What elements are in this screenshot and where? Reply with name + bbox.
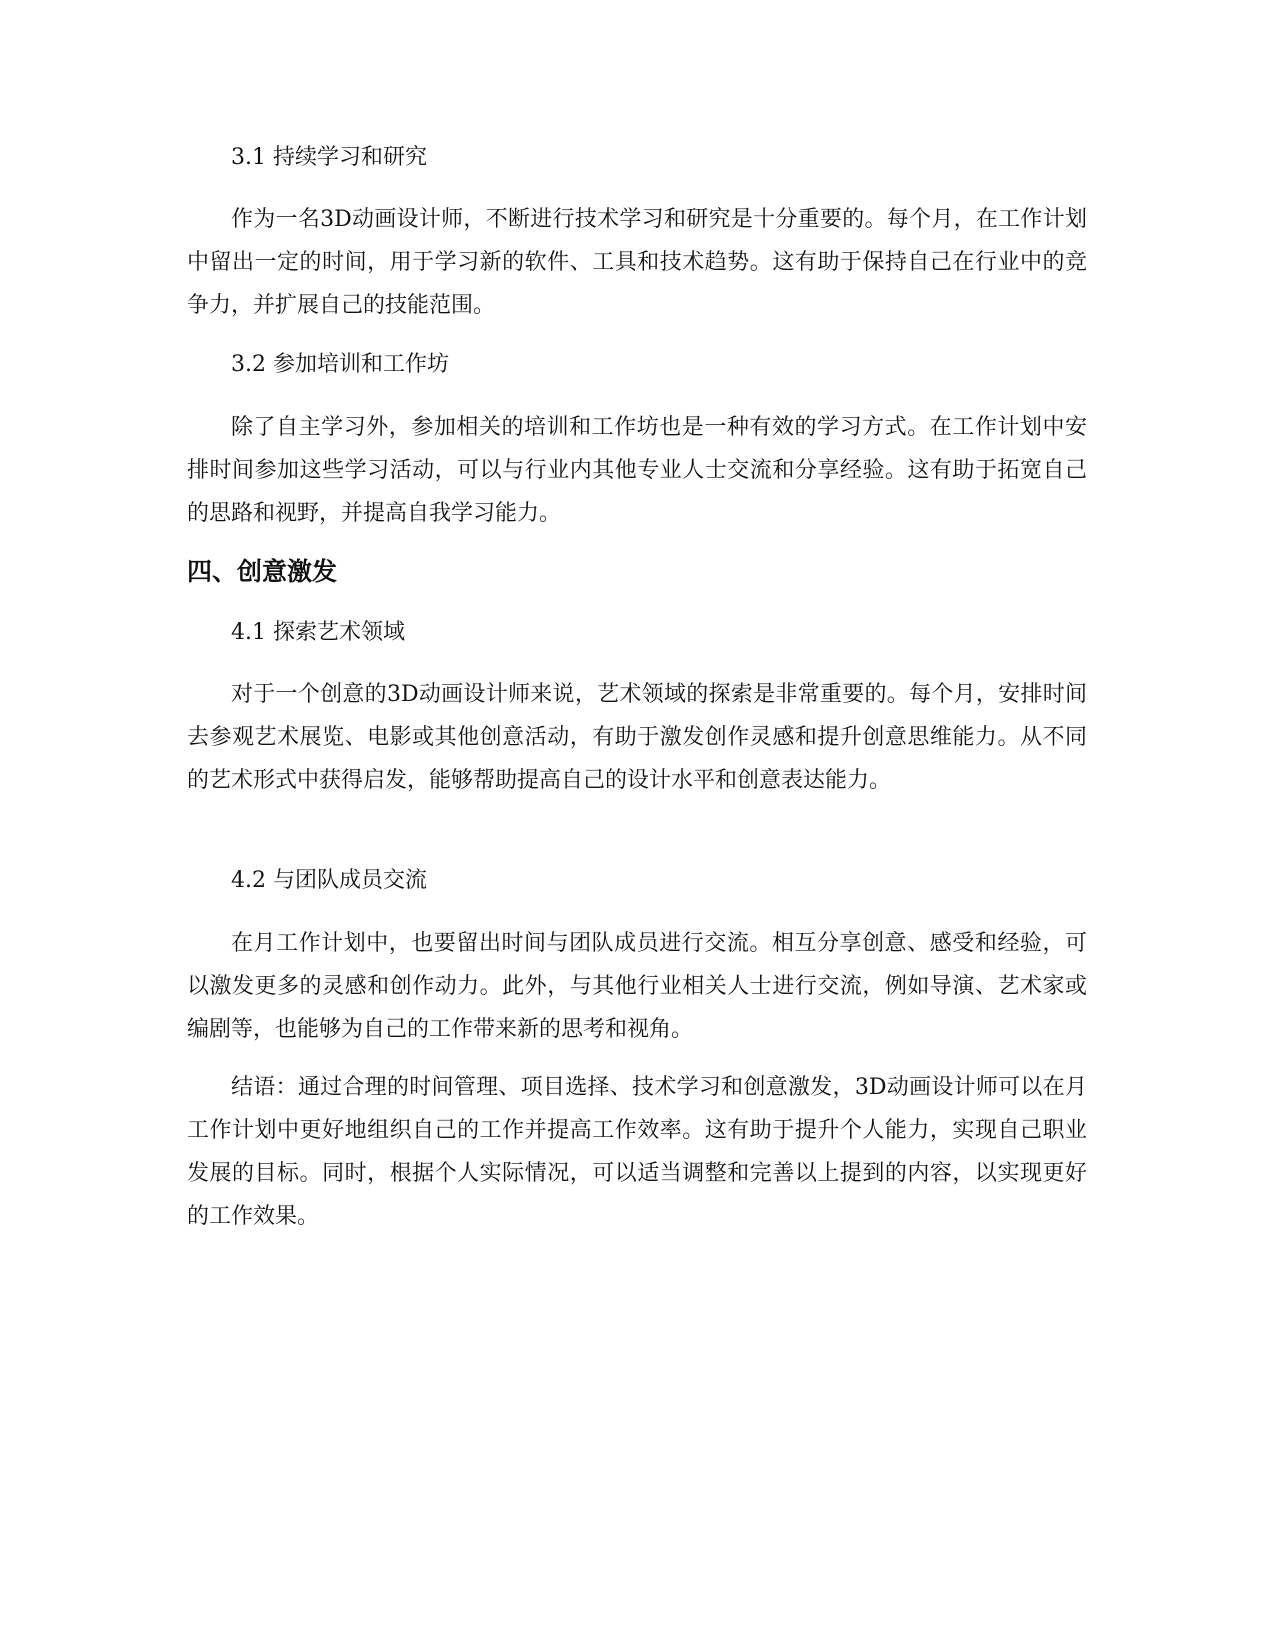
- subsection-title-4-2: 4.2 与团队成员交流: [231, 868, 427, 893]
- paragraph-3-1: 作为一名3D动画设计师，不断进行技术学习和研究是十分重要的。每个月，在工作计划中留出一定的时间，用于学习新的软件、工具和技术趋势。这有助于保持自己在行业中的竞争力，并扩展自己的技能范围。: [187, 207, 1087, 318]
- conclusion-paragraph: 结语：通过合理的时间管理、项目选择、技术学习和创意激发，3D动画设计师可以在月工作计划中更好地组织自己的工作并提高工作效率。这有助于提升个人能力，实现自己职业发展的目标。同时，根据个人实际情况，可以适当调整和完善以上提到的内容，以实现更好的工作效果。: [187, 1075, 1087, 1229]
- paragraph-4-2: 在月工作计划中，也要留出时间与团队成员进行交流。相互分享创意、感受和经验，可以激发更多的灵感和创作动力。此外，与其他行业相关人士进行交流，例如导演、艺术家或编剧等，也能够为自己的工作带来新的思考和视角。: [187, 931, 1087, 1042]
- subsection-title-3-2: 3.2 参加培训和工作坊: [231, 352, 449, 377]
- subsection-title-4-1: 4.1 探索艺术领域: [231, 620, 405, 645]
- subsection-title-3-1: 3.1 持续学习和研究: [231, 145, 427, 170]
- paragraph-3-2: 除了自主学习外，参加相关的培训和工作坊也是一种有效的学习方式。在工作计划中安排时间参加这些学习活动，可以与行业内其他专业人士交流和分享经验。这有助于拓宽自己的思路和视野，并提高自我学习能力。: [187, 415, 1087, 526]
- section-heading-4: 四、创意激发: [187, 557, 338, 586]
- paragraph-4-1: 对于一个创意的3D动画设计师来说，艺术领域的探索是非常重要的。每个月，安排时间去参观艺术展览、电影或其他创意活动，有助于激发创作灵感和提升创意思维能力。从不同的艺术形式中获得启发，能够帮助提高自己的设计水平和创意表达能力。: [187, 682, 1087, 793]
